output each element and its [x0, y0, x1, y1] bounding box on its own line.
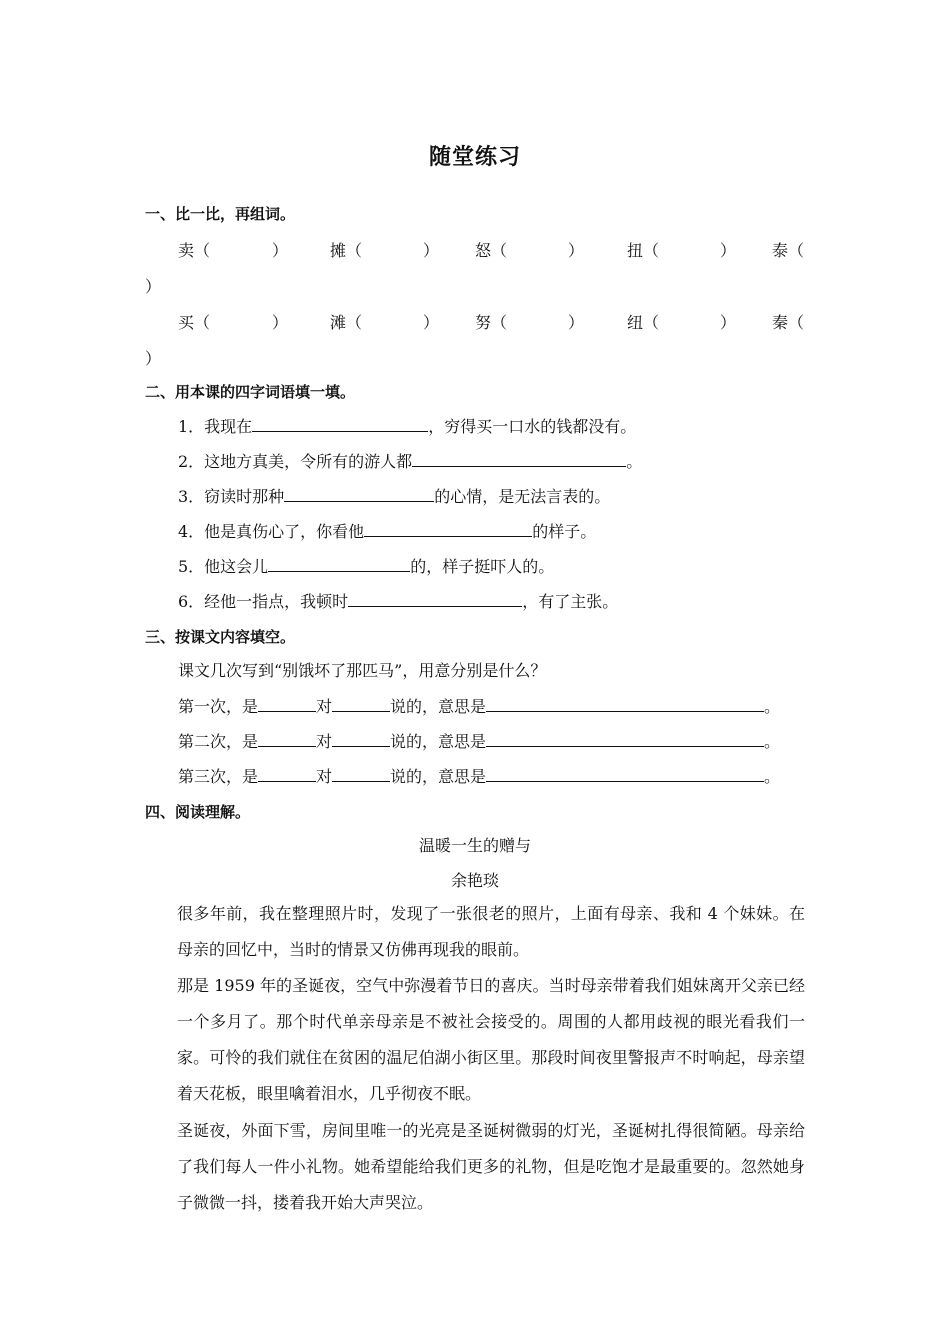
fill-item [178, 556, 805, 577]
answer-blank[interactable] [486, 766, 764, 782]
row-text: 。 [764, 767, 781, 786]
row-text: 对 [316, 767, 333, 786]
section-3-heading: 三、按课文内容填空。 [145, 628, 296, 646]
item-text: 5．他这会儿 [178, 557, 269, 576]
item-text: 的心情，是无法言表的。 [434, 487, 611, 506]
answer-blank[interactable] [258, 731, 316, 747]
paragraph-text: 圣诞夜，外面下雪，房间里唯一的光亮是圣诞树微弱的灯光，圣诞树扎得很简陋。母亲给了我们每人一件小礼物。她希望能给我们更多的礼物，但是吃饱才是最重要的。忽然她身子微微一抖，搂着我开始大声哭泣。 [177, 1121, 805, 1212]
char-blank: 扭（ [627, 241, 660, 260]
item-text: 4．他是真伤心了，你看他 [178, 522, 365, 541]
answer-blank[interactable] [486, 731, 764, 747]
question-text: 课文几次写到“别饿坏了那匹马”，用意分别是什么？ [178, 661, 547, 680]
paren-close: ） [423, 313, 440, 332]
section-2-heading: 二、用本课的四字词语填一填。 [145, 383, 356, 401]
row-text: 。 [764, 697, 781, 716]
row-text: 说的，意思是 [390, 767, 487, 786]
answer-blank[interactable] [364, 521, 532, 537]
item-text: 2．这地方真美，令所有的游人都 [178, 452, 413, 471]
item-text: 。 [626, 452, 643, 471]
fill-item [178, 591, 805, 612]
answer-blank[interactable] [268, 556, 410, 572]
section-4-heading: 四、阅读理解。 [145, 803, 251, 821]
paren-close: ） [145, 277, 162, 296]
paren-close: ） [423, 241, 440, 260]
answer-blank[interactable] [486, 696, 764, 712]
char-blank: 买（ [178, 313, 211, 332]
row-label: 第三次，是 [178, 767, 259, 786]
item-text: ，穷得买一口水的钱都没有。 [428, 417, 637, 436]
row-text: 对 [316, 697, 333, 716]
answer-row [178, 731, 805, 752]
paren-close: ） [720, 313, 737, 332]
answer-row [178, 766, 805, 787]
item-text: 6．经他一指点，我顿时 [178, 592, 349, 611]
item-text: 3．窃读时那种 [178, 487, 285, 506]
char-blank: 摊（ [330, 241, 363, 260]
item-text: 的样子。 [532, 522, 597, 541]
answer-blank[interactable] [258, 766, 316, 782]
row-text: 。 [764, 732, 781, 751]
char-blank: 泰（ [772, 241, 805, 260]
row-label: 第一次，是 [178, 697, 259, 716]
item-text: 的，样子挺吓人的。 [410, 557, 555, 576]
paren-close: ） [145, 349, 162, 368]
paren-close: ） [720, 241, 737, 260]
char-blank: 怒（ [475, 241, 508, 260]
char-blank: 努（ [475, 313, 508, 332]
section-1-heading: 一、比一比，再组词。 [145, 205, 296, 223]
char-blank: 纽（ [627, 313, 660, 332]
answer-blank[interactable] [332, 731, 390, 747]
item-text: 1．我现在 [178, 417, 253, 436]
paren-close: ） [272, 313, 289, 332]
page-title: 随堂练习 [428, 145, 521, 170]
answer-blank[interactable] [284, 486, 434, 502]
article-paragraph [145, 968, 805, 1112]
answer-blank[interactable] [258, 696, 316, 712]
answer-blank[interactable] [332, 696, 390, 712]
fill-item [178, 451, 805, 472]
answer-blank[interactable] [412, 451, 626, 467]
row-text: 对 [316, 732, 333, 751]
char-blank: 秦（ [772, 313, 805, 332]
answer-row [178, 696, 805, 717]
paragraph-text: 很多年前，我在整理照片时，发现了一张很老的照片，上面有母亲、我和 4 个妹妹。在母亲的回忆中，当时的情景又仿佛再现我的眼前。 [177, 904, 805, 959]
row-label: 第二次，是 [178, 732, 259, 751]
article-title: 温暖一生的赠与 [418, 836, 531, 855]
item-text: ，有了主张。 [522, 592, 619, 611]
article-author: 余艳琰 [450, 871, 499, 890]
paren-close: ） [568, 313, 585, 332]
char-blank: 卖（ [178, 241, 211, 260]
paren-close: ） [568, 241, 585, 260]
fill-item [178, 416, 805, 437]
paragraph-text: 那是 1959 年的圣诞夜，空气中弥漫着节日的喜庆。当时母亲带着我们姐妹离开父亲已经一个多月了。那个时代单亲母亲是不被社会接受的。周围的人都用歧视的眼光看我们一家。可怜的我们就住在贫困的温尼伯湖小街区里。那段时间夜里警报声不时响起，母亲望着天花板，眼里噙着泪水，几乎彻夜不眠。 [177, 976, 805, 1103]
answer-blank[interactable] [348, 591, 522, 607]
char-blank: 滩（ [330, 313, 363, 332]
answer-blank[interactable] [252, 416, 428, 432]
article-paragraph [145, 1113, 805, 1221]
fill-item [178, 486, 805, 507]
answer-blank[interactable] [332, 766, 390, 782]
row-text: 说的，意思是 [390, 732, 487, 751]
paren-close: ） [272, 241, 289, 260]
row-text: 说的，意思是 [390, 697, 487, 716]
article-paragraph [145, 896, 805, 968]
fill-item [178, 521, 805, 542]
